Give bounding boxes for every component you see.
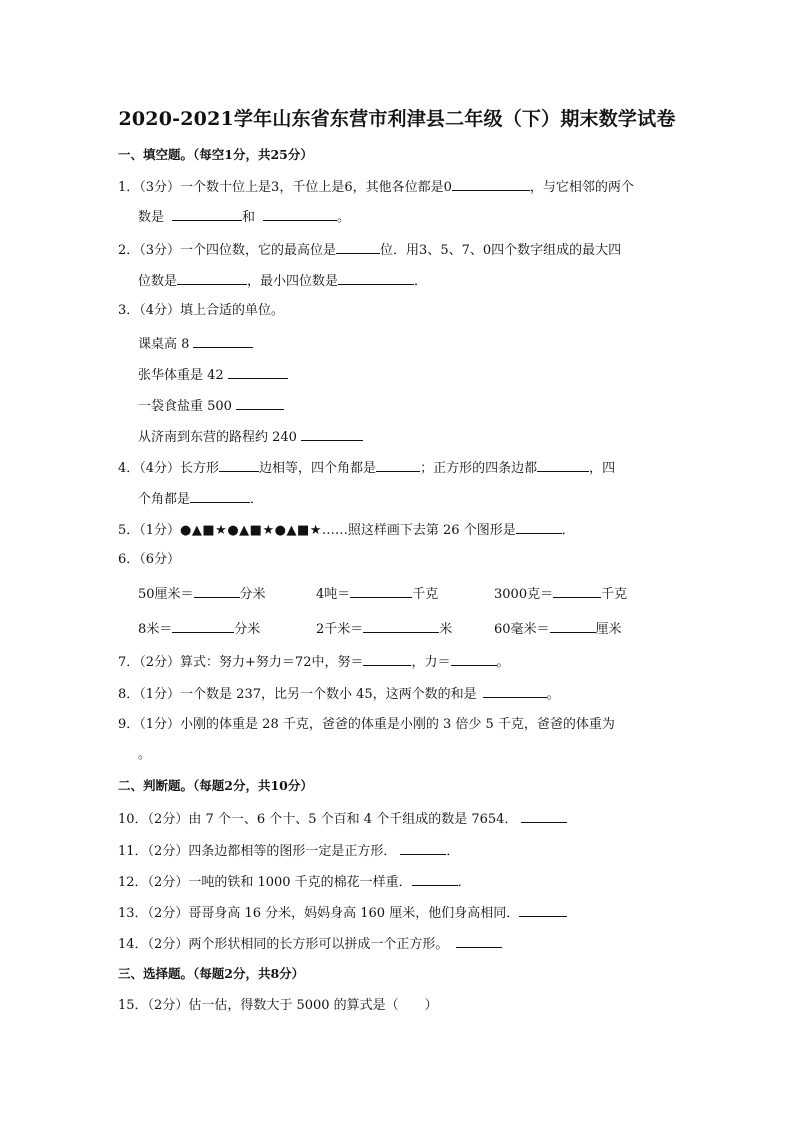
answer-blank[interactable]: [193, 334, 253, 348]
answer-blank[interactable]: [452, 177, 530, 191]
q3-item-3-text: 一袋食盐重 500: [138, 399, 232, 414]
q11-text: 11．（2分）四条边都相等的图形一定是正方形．: [118, 844, 397, 859]
question-3-stem: 3．（4分）填上合适的单位。: [118, 303, 285, 318]
q8-text-b: 。: [546, 687, 560, 702]
answer-blank[interactable]: [537, 458, 589, 472]
q12-text-b: ．: [457, 875, 471, 890]
answer-blank[interactable]: [400, 841, 446, 855]
q5-text-c: ．: [561, 523, 575, 538]
answer-blank[interactable]: [172, 207, 242, 221]
q13-text: 13．（2分）哥哥身高 16 分米，妈妈身高 160 厘米，他们身高相同．: [118, 906, 520, 921]
answer-blank[interactable]: [190, 489, 250, 503]
q1-text-b: ，与它相邻的两个: [529, 180, 634, 195]
q6-conversion-4: [138, 619, 260, 639]
q7-text-b: ，力＝: [411, 655, 451, 670]
answer-blank[interactable]: [456, 934, 502, 948]
question-1-line-2: [138, 207, 350, 227]
question-3-item-4: [138, 427, 363, 447]
page-title: 2020-2021学年山东省东营市利津县二年级（下）期末数学试卷: [118, 108, 676, 130]
answer-blank[interactable]: [350, 584, 412, 598]
question-4-line-2: [138, 489, 263, 509]
q2-text-a: 2．（3分）一个四位数，它的最高位是: [118, 243, 337, 258]
question-12: [118, 872, 471, 892]
q6-r1c1-unit: 分米: [239, 587, 266, 602]
q4-text-a: 4．（4分）长方形: [118, 461, 220, 476]
answer-blank[interactable]: [263, 207, 337, 221]
q3-item-2-text: 张华体重是 42: [138, 368, 224, 383]
question-11: [118, 841, 459, 861]
q7-text-a: 7．（2分）算式：努力+努力＝72中，努＝: [118, 655, 364, 670]
q10-text: 10．（2分）由 7 个一、6 个十、5 个百和 4 个千组成的数是 7654．: [118, 812, 518, 827]
answer-blank[interactable]: [177, 271, 247, 285]
q6-r1c3-unit: 千克: [601, 587, 628, 602]
q12-text: 12．（2分）一吨的铁和 1000 千克的棉花一样重．: [118, 875, 412, 890]
q1-text-e: 。: [337, 210, 351, 225]
answer-blank[interactable]: [301, 427, 363, 441]
question-3-item-2: [138, 365, 288, 385]
question-9-line-1: 9．（1分）小刚的体重是 28 千克，爸爸的体重是小刚的 3 倍少 5 千克，爸爸的体重为: [118, 717, 615, 732]
answer-blank[interactable]: [336, 240, 380, 254]
question-2-line-1: [118, 240, 621, 260]
q6-r1c2-unit: 千克: [412, 587, 439, 602]
q4-text-e: 个角都是: [138, 492, 191, 507]
q5-text-a: 5．（1分）: [118, 523, 181, 538]
question-3-item-1: [138, 334, 253, 354]
answer-blank[interactable]: [519, 903, 567, 917]
answer-blank[interactable]: [236, 396, 284, 410]
answer-blank[interactable]: [363, 619, 439, 633]
question-9-line-2: 。: [138, 747, 152, 762]
q6-r2c3-label: 60毫米＝: [494, 622, 550, 637]
q6-r1c2-label: 4吨＝: [316, 587, 351, 602]
q1-text-d: 和: [242, 210, 256, 225]
answer-blank[interactable]: [376, 458, 420, 472]
q6-r2c1-unit: 分米: [234, 622, 261, 637]
q6-conversion-5: [316, 619, 452, 639]
q2-text-b: 位．用3、5、7、0四个数字组成的最大四: [380, 243, 622, 258]
q8-text-a: 8．（1分）一个数是 237，比另一个数小 45，这两个数的和是: [118, 687, 477, 702]
question-10: [118, 809, 567, 829]
q6-r1c3-label: 3000克＝: [494, 587, 554, 602]
section-heading-fill-in: 一、填空题。（每空1分，共25分）: [118, 147, 313, 162]
shape-sequence: ●▲■★●▲■★●▲■★: [180, 523, 322, 538]
q7-text-c: 。: [496, 655, 510, 670]
q1-text-a: 1．（3分）一个数十位上是3，千位上是6，其他各位都是0: [118, 180, 452, 195]
q2-text-c: 位数是: [138, 274, 178, 289]
question-1-line-1: [118, 177, 634, 197]
q2-text-d: ，最小四位数是: [247, 274, 339, 289]
question-13: [118, 903, 567, 923]
q6-conversion-3: [494, 584, 627, 604]
q6-r1c1-label: 50厘米＝: [138, 587, 194, 602]
question-2-line-2: [138, 271, 427, 291]
section-heading-true-false: 二、判断题。（每题2分，共10分）: [118, 778, 313, 793]
question-6-stem: 6．（6分）: [118, 552, 181, 567]
answer-blank[interactable]: [553, 584, 601, 598]
q6-r2c1-label: 8米＝: [138, 622, 173, 637]
answer-blank[interactable]: [451, 652, 497, 666]
q6-conversion-6: [494, 619, 622, 639]
q4-text-f: ．: [250, 492, 264, 507]
q3-item-1-text: 课桌高 8: [138, 337, 190, 352]
q14-text: 14．（2分）两个形状相同的长方形可以拼成一个正方形。: [118, 937, 449, 952]
q6-conversion-1: [138, 584, 266, 604]
q1-text-c: 数是: [138, 210, 165, 225]
q2-text-e: ．: [414, 274, 428, 289]
question-8: [118, 684, 560, 704]
question-4-line-1: [118, 458, 615, 478]
answer-blank[interactable]: [219, 458, 259, 472]
answer-blank[interactable]: [172, 619, 234, 633]
question-5: [118, 520, 575, 540]
answer-blank[interactable]: [338, 271, 414, 285]
q4-text-c: ；正方形的四条边都: [420, 461, 538, 476]
q6-r2c3-unit: 厘米: [595, 622, 622, 637]
q5-text-b: ……照这样画下去第 26 个图形是: [321, 523, 516, 538]
answer-blank[interactable]: [521, 809, 567, 823]
answer-blank[interactable]: [483, 684, 547, 698]
answer-blank[interactable]: [194, 584, 240, 598]
answer-blank[interactable]: [550, 619, 596, 633]
q6-conversion-2: [316, 584, 438, 604]
answer-blank[interactable]: [516, 520, 562, 534]
q3-item-4-text: 从济南到东营的路程约 240: [138, 430, 297, 445]
section-heading-multiple-choice: 三、选择题。（每题2分，共8分）: [118, 966, 305, 981]
answer-blank[interactable]: [363, 652, 411, 666]
question-14: [118, 934, 502, 954]
question-15: 15．（2分）估一估，得数大于 5000 的算式是（ ）: [118, 998, 438, 1013]
question-3-item-3: [138, 396, 284, 416]
q4-text-b: 边相等，四个角都是: [259, 461, 377, 476]
q11-text-b: ．: [446, 844, 460, 859]
answer-blank[interactable]: [412, 872, 458, 886]
q4-text-d: ，四: [589, 461, 616, 476]
q6-r2c2-label: 2千米＝: [316, 622, 364, 637]
q6-r2c2-unit: 米: [439, 622, 453, 637]
question-7: [118, 652, 510, 672]
answer-blank[interactable]: [228, 365, 288, 379]
